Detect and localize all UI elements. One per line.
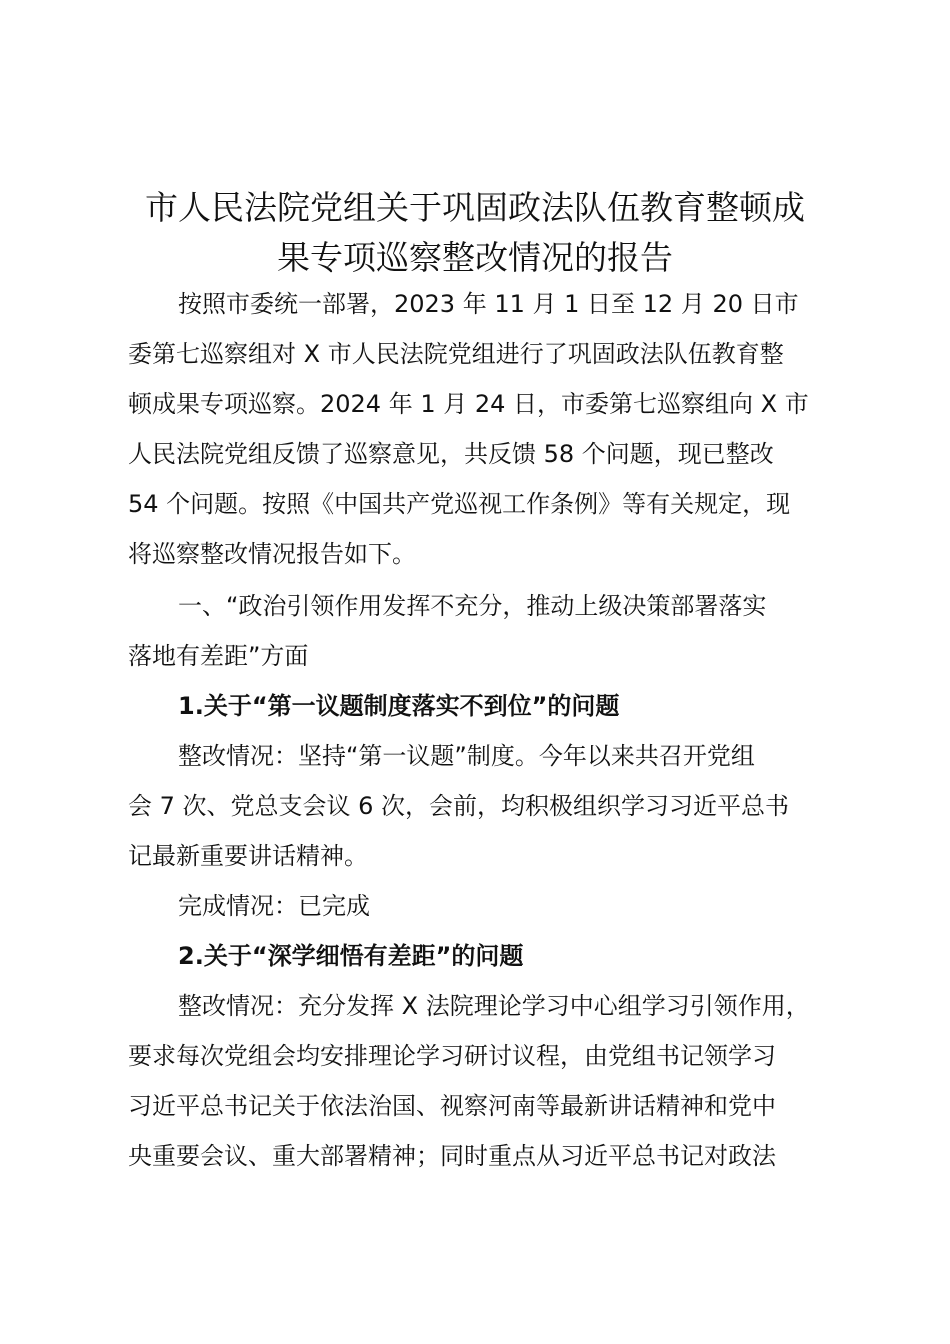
completion-status-1: 完成情况：已完成 bbox=[178, 892, 370, 920]
section-heading-line-1: 一、“政治引领作用发挥不充分，推动上级决策部署落实 bbox=[178, 592, 767, 620]
rectification-2-line-4: 央重要会议、重大部署精神；同时重点从习近平总书记对政法 bbox=[128, 1142, 776, 1170]
title-line-1: 市人民法院党组关于巩固政法队伍教育整顿成 bbox=[145, 188, 805, 227]
section-heading-line-2: 落地有差距”方面 bbox=[128, 642, 309, 670]
paragraph-intro-line-5: 54 个问题。按照《中国共产党巡视工作条例》等有关规定，现 bbox=[128, 490, 791, 518]
paragraph-intro-line-1: 按照市委统一部署，2023 年 11 月 1 日至 12 月 20 日市 bbox=[178, 290, 799, 318]
rectification-2-line-3: 习近平总书记关于依法治国、视察河南等最新讲话精神和党中 bbox=[128, 1092, 776, 1120]
title-line-2: 果专项巡察整改情况的报告 bbox=[277, 238, 673, 277]
rectification-1-line-2: 会 7 次、党总支会议 6 次，会前，均积极组织学习习近平总书 bbox=[128, 792, 790, 820]
rectification-2-line-2: 要求每次党组会均安排理论学习研讨议程，由党组书记领学习 bbox=[128, 1042, 776, 1070]
rectification-2-line-1: 整改情况：充分发挥 X 法院理论学习中心组学习引领作用， bbox=[178, 992, 810, 1020]
subheading-1: 1.关于“第一议题制度落实不到位”的问题 bbox=[178, 692, 620, 720]
document-title bbox=[100, 183, 850, 283]
rectification-1-line-1: 整改情况：坚持“第一议题”制度。今年以来共召开党组 bbox=[178, 742, 755, 770]
paragraph-intro-line-4: 人民法院党组反馈了巡察意见，共反馈 58 个问题，现已整改 bbox=[128, 440, 774, 468]
paragraph-intro-line-3: 顿成果专项巡察。2024 年 1 月 24 日，市委第七巡察组向 X 市 bbox=[128, 390, 809, 418]
paragraph-intro-line-2: 委第七巡察组对 X 市人民法院党组进行了巩固政法队伍教育整 bbox=[128, 340, 784, 368]
subheading-2: 2.关于“深学细悟有差距”的问题 bbox=[178, 942, 524, 970]
paragraph-intro-line-6: 将巡察整改情况报告如下。 bbox=[128, 540, 416, 568]
rectification-1-line-3: 记最新重要讲话精神。 bbox=[128, 842, 368, 870]
